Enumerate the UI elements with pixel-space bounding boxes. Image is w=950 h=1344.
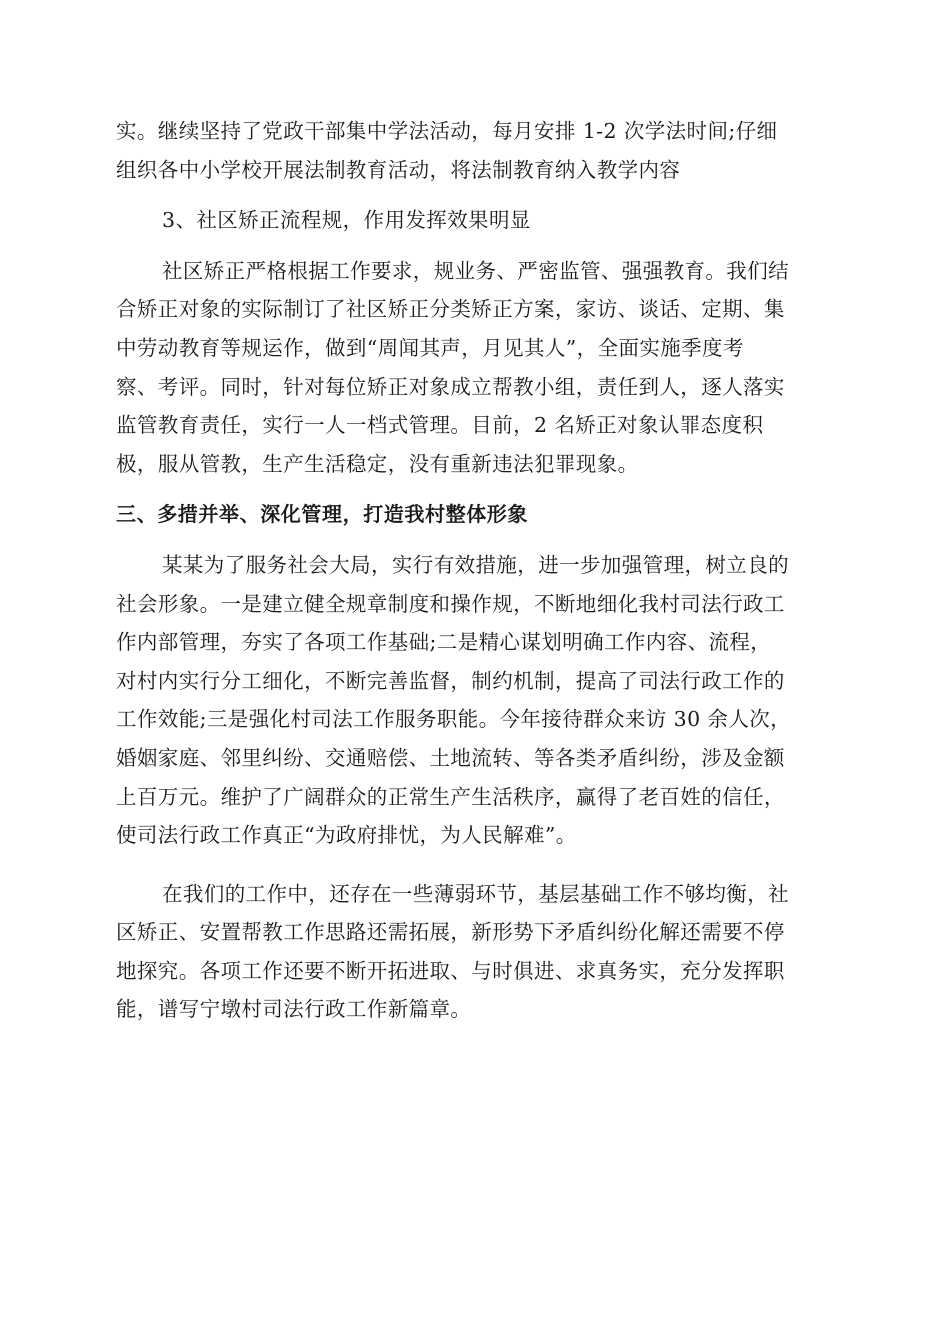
text-line: 能，谱写宁墩村司法行政工作新篇章。 [116, 997, 472, 1022]
paragraph-management [116, 546, 838, 855]
text-line: 工作效能;三是强化村司法工作服务职能。今年接待群众来访 30 余人次， [116, 707, 792, 732]
text-line: 社区矫正严格根据工作要求，规业务、严密监管、强强教育。我们结 [162, 258, 789, 283]
text-line: 监管教育责任，实行一人一档式管理。目前，2 名矫正对象认罪态度积 [116, 413, 764, 438]
text-line: 区矫正、安置帮教工作思路还需拓展，新形势下矛盾纠纷化解还需要不停 [116, 920, 785, 945]
document-page [116, 112, 838, 1029]
text-line: 社会形象。一是建立健全规章制度和操作规，不断地细化我村司法行政工 [116, 591, 785, 616]
section-heading: 三、多措并举、深化管理，打造我村整体形象 [116, 502, 528, 527]
subheading-community-correction: 3、社区矫正流程规，作用发挥效果明显 [162, 208, 531, 233]
text-line: 合矫正对象的实际制订了社区矫正分类矫正方案，家访、谈话、定期、集 [116, 297, 785, 322]
text-line: 作内部管理，夯实了各项工作基础;二是精心谋划明确工作内容、流程， [116, 630, 772, 655]
text-line: 在我们的工作中，还存在一些薄弱环节，基层基础工作不够均衡，社 [162, 881, 789, 906]
paragraph-continuation [116, 112, 838, 189]
text-line: 某某为了服务社会大局，实行有效措施，进一步加强管理，树立良的 [162, 552, 789, 577]
paragraph-community-correction [116, 252, 838, 484]
text-line: 察、考评。同时，针对每位矫正对象成立帮教小组，责任到人，逐人落实 [116, 374, 785, 399]
text-line: 中劳动教育等规运作，做到“周闻其声，月见其人”，全面实施季度考 [116, 335, 744, 360]
text-line: 对村内实行分工细化，不断完善监督，制约机制，提高了司法行政工作的 [116, 668, 785, 693]
text-line: 使司法行政工作真正“为政府排忧，为人民解难”。 [116, 823, 577, 848]
text-line: 极，服从管教，生产生活稳定，没有重新违法犯罪现象。 [116, 451, 639, 476]
text-line: 实。继续坚持了党政干部集中学法活动，每月安排 1-2 次学法时间;仔细 [116, 119, 778, 143]
text-line: 婚姻家庭、邻里纠纷、交通赔偿、土地流转、等各类矛盾纠纷，涉及金额 [116, 745, 785, 770]
text-line: 地探究。各项工作还要不断开拓进取、与时俱进、求真务实，充分发挥职 [116, 958, 785, 983]
text-line: 组织各中小学校开展法制教育活动，将法制教育纳入教学内容 [116, 157, 681, 182]
text-line: 上百万元。维护了广阔群众的正常生产生活秩序，赢得了老百姓的信任， [116, 784, 785, 809]
paragraph-outlook [116, 875, 838, 1029]
